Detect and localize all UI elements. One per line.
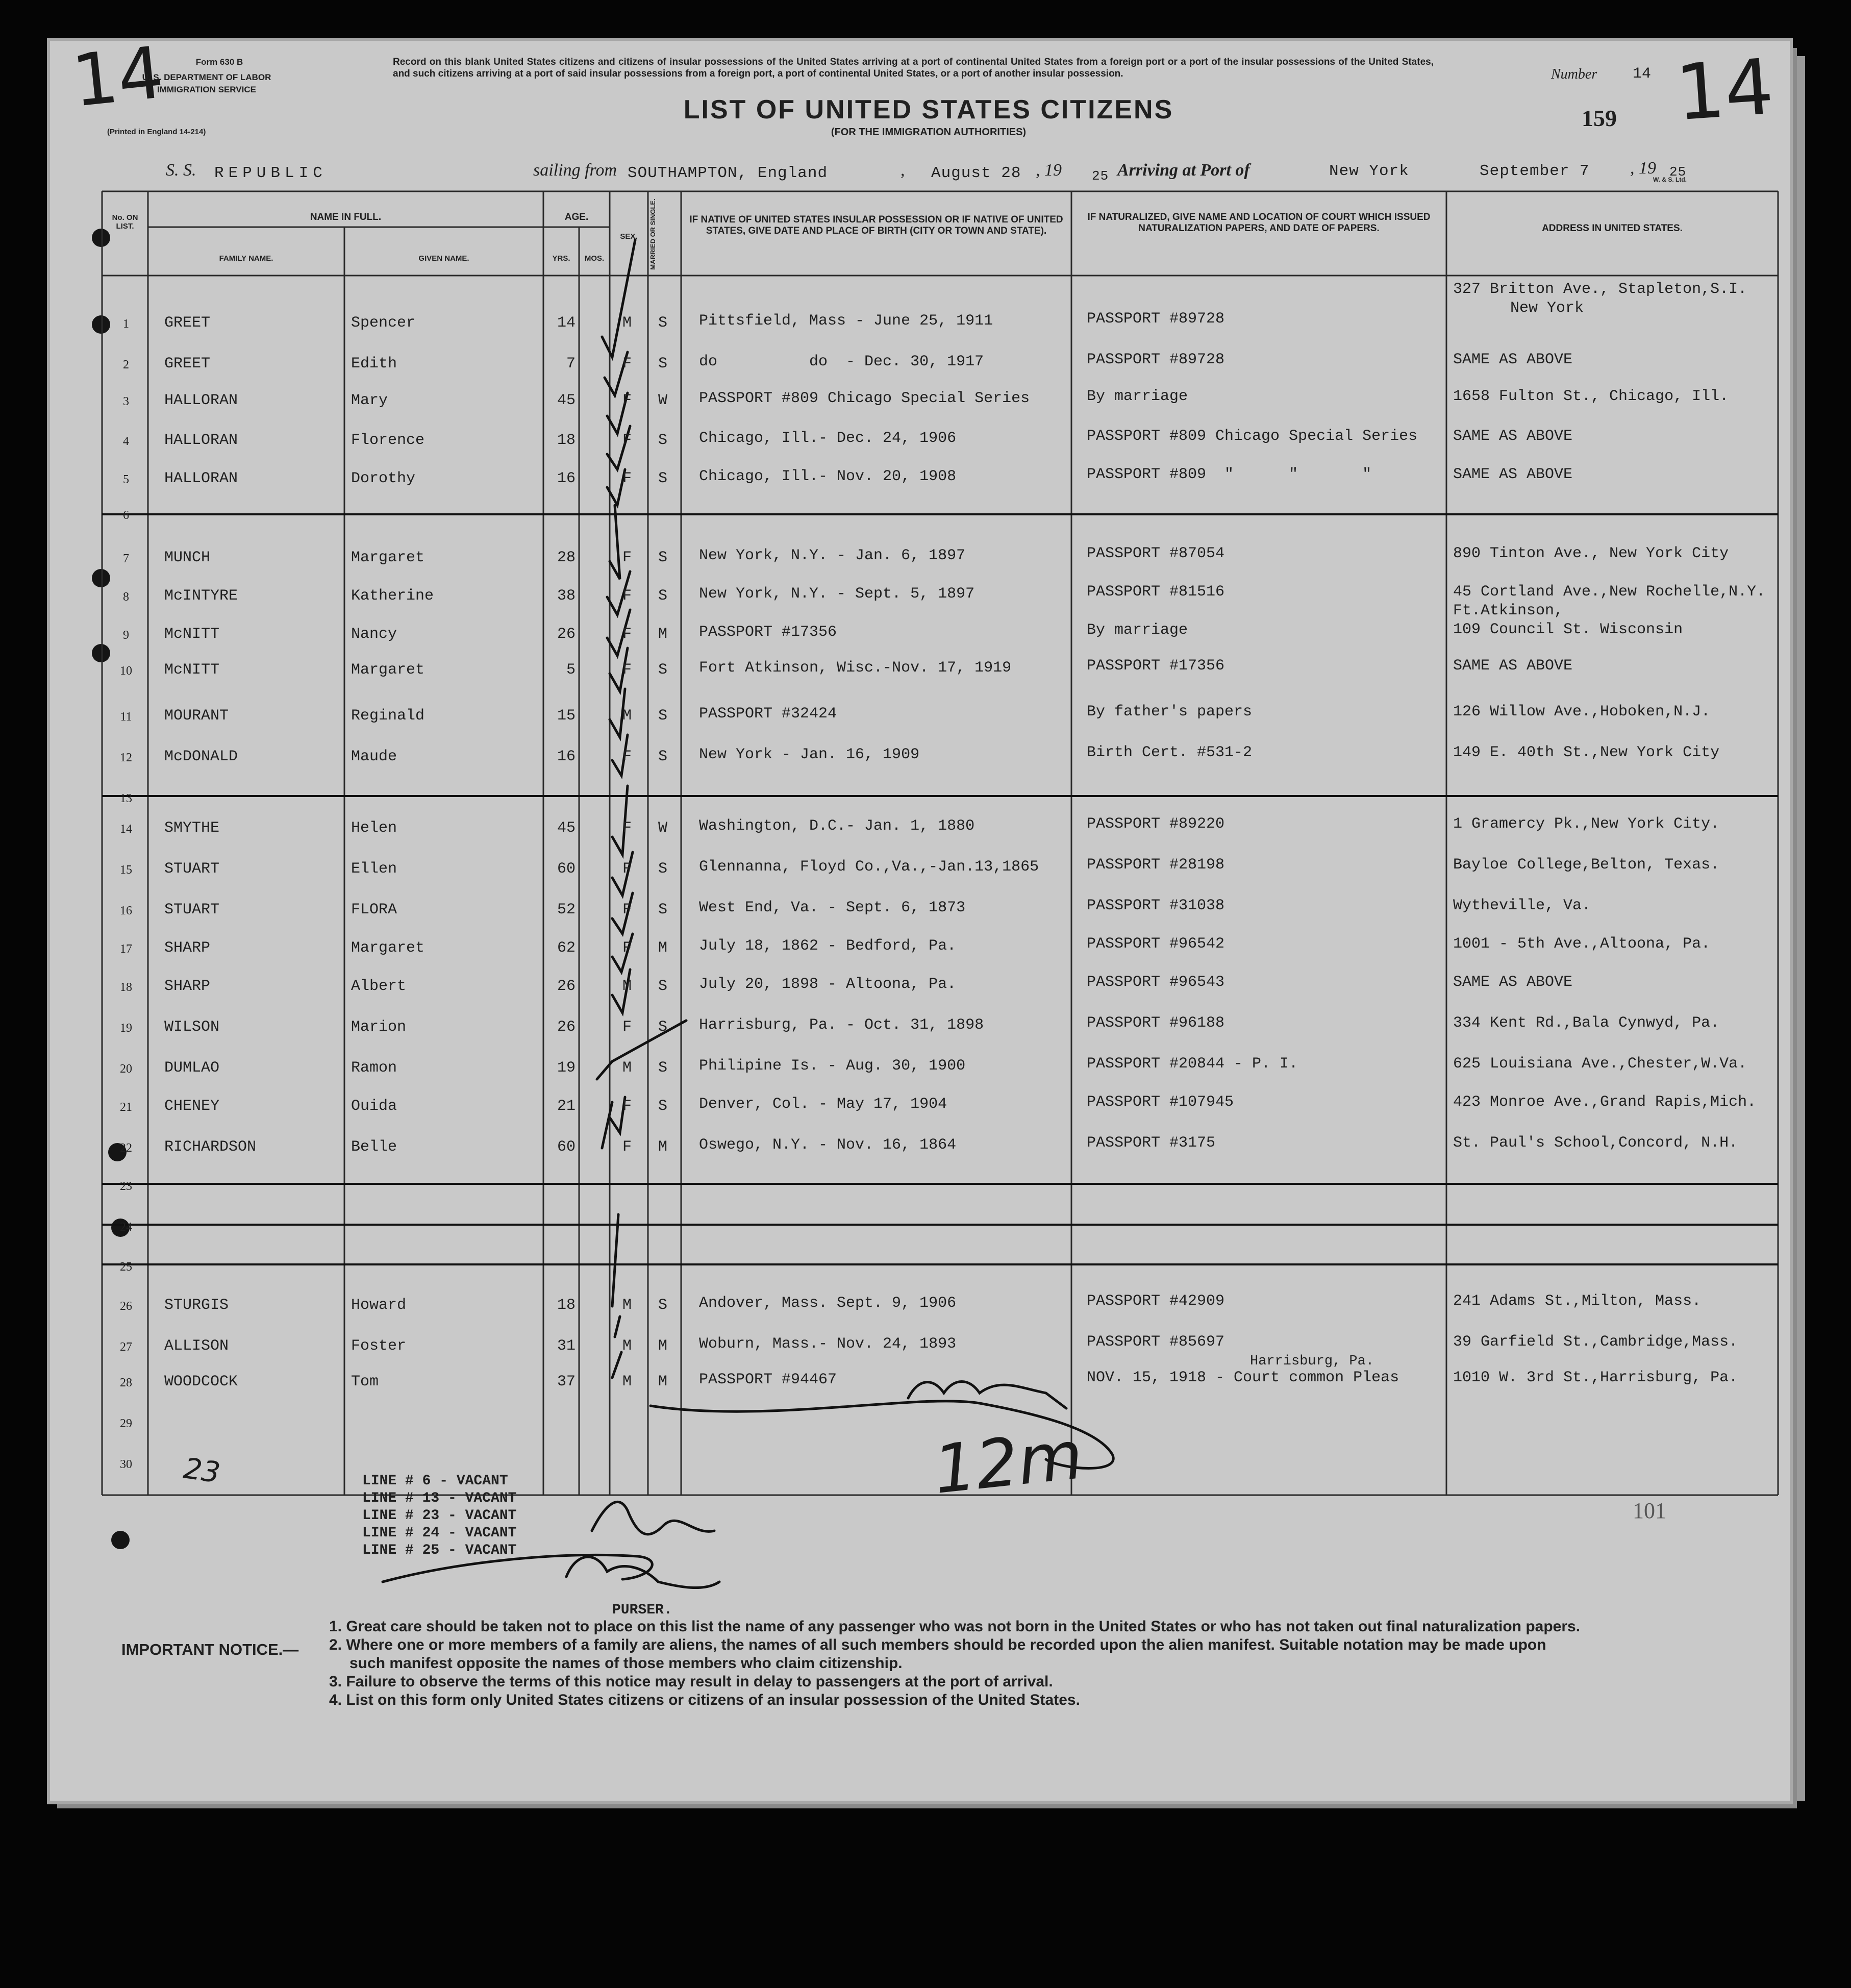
age-years: 45: [557, 392, 576, 409]
address-line: 1 Gramercy Pk.,New York City.: [1453, 815, 1720, 833]
naturalization-info: PASSPORT #42909: [1087, 1293, 1225, 1310]
address-line: 423 Monroe Ave.,Grand Rapis,Mich.: [1453, 1094, 1757, 1111]
age-years: 62: [557, 939, 576, 957]
col-head-name: NAME IN FULL.: [310, 212, 382, 222]
age-years: 18: [557, 432, 576, 449]
printer-mark: W. & S. Ltd.: [1653, 176, 1687, 183]
address-line: SAME AS ABOVE: [1453, 657, 1573, 675]
address-line: 241 Adams St.,Milton, Mass.: [1453, 1293, 1702, 1310]
family-name: MOURANT: [164, 707, 229, 725]
vacant-lines: [362, 1473, 516, 1559]
family-name: SHARP: [164, 939, 211, 957]
family-name: STURGIS: [164, 1297, 229, 1314]
marital-status: M: [658, 939, 668, 957]
sex: M: [622, 1373, 632, 1390]
purser-label: PURSER.: [612, 1602, 672, 1618]
address-line: SAME AS ABOVE: [1453, 466, 1573, 483]
given-name: Florence: [351, 432, 425, 449]
family-name: DUMLAO: [164, 1059, 220, 1077]
form-title: LIST OF UNITED STATES CITIZENS: [683, 95, 1174, 125]
row-number: 1: [123, 317, 129, 331]
row-number: 3: [123, 395, 129, 408]
family-name: SMYTHE: [164, 819, 220, 837]
age-years: 5: [566, 661, 576, 679]
address-line: Bayloe College,Belton, Texas.: [1453, 856, 1720, 874]
sex: F: [622, 1138, 632, 1156]
address-line: SAME AS ABOVE: [1453, 428, 1573, 445]
number-label: Number: [1551, 66, 1597, 82]
row-number: 22: [120, 1141, 132, 1155]
age-years: 14: [557, 314, 576, 332]
family-name: SHARP: [164, 978, 211, 995]
naturalization-info: PASSPORT #96542: [1087, 935, 1225, 953]
address-line: 39 Garfield St.,Cambridge,Mass.: [1453, 1333, 1738, 1351]
birth-info: July 18, 1862 - Bedford, Pa.: [699, 937, 957, 955]
sex: M: [622, 1337, 632, 1355]
sail-date: August 28: [931, 164, 1021, 182]
given-name: Katherine: [351, 587, 434, 605]
address-line: 45 Cortland Ave.,New Rochelle,N.Y.: [1453, 583, 1766, 601]
marital-status: S: [658, 470, 668, 487]
sex: F: [622, 939, 632, 957]
printed-note: (Printed in England 14-214): [107, 128, 206, 136]
row-number: 18: [120, 981, 132, 994]
birth-info: New York, N.Y. - Sept. 5, 1897: [699, 585, 975, 603]
sex: F: [622, 819, 632, 837]
birth-info: July 20, 1898 - Altoona, Pa.: [699, 976, 957, 993]
birth-info: Glennanna, Floyd Co.,Va.,-Jan.13,1865: [699, 858, 1039, 876]
naturalization-info: By marriage: [1087, 388, 1188, 405]
arrive-year: 25: [1669, 164, 1687, 180]
sex: M: [622, 1297, 632, 1314]
marital-status: S: [658, 661, 668, 679]
given-name: Tom: [351, 1373, 379, 1390]
row-number: 29: [120, 1417, 132, 1430]
row-number: 2: [123, 358, 129, 371]
family-name: MUNCH: [164, 549, 211, 566]
birth-info: do do - Dec. 30, 1917: [699, 353, 984, 370]
given-name: Ramon: [351, 1059, 397, 1077]
family-name: STUART: [164, 901, 220, 918]
given-name: Edith: [351, 355, 397, 372]
given-name: Nancy: [351, 626, 397, 643]
sex: F: [622, 860, 632, 878]
given-name: Belle: [351, 1138, 397, 1156]
family-name: ALLISON: [164, 1337, 229, 1355]
marital-status: M: [658, 1337, 668, 1355]
age-years: 16: [557, 748, 576, 765]
naturalization-info: PASSPORT #31038: [1087, 897, 1225, 914]
notice-item: 3. Failure to observe the terms of this notice may result in delay to passengers at the port of arrival.: [329, 1673, 1053, 1690]
given-name: Mary: [351, 392, 388, 409]
age-years: 26: [557, 626, 576, 643]
given-name: Margaret: [351, 549, 425, 566]
sex: F: [622, 470, 632, 487]
given-name: Margaret: [351, 939, 425, 957]
sail-year: 25: [1092, 168, 1109, 184]
marital-status: S: [658, 1059, 668, 1077]
sex: F: [622, 549, 632, 566]
row-number: 9: [123, 629, 129, 642]
age-years: 21: [557, 1098, 576, 1115]
sex: M: [622, 978, 632, 995]
naturalization-info: PASSPORT #20844 - P. I.: [1087, 1055, 1298, 1073]
family-name: HALLORAN: [164, 432, 238, 449]
birth-info: PASSPORT #17356: [699, 624, 837, 641]
col-head-birth: IF NATIVE OF UNITED STATES INSULAR POSSESSION OR IF NATIVE OF UNITED STATES, GIVE DATE AND PLACE OF BIRTH (CITY OR TOWN AND STATE).: [689, 214, 1063, 236]
age-years: 28: [557, 549, 576, 566]
sex: F: [622, 748, 632, 765]
notice-item: such manifest opposite the names of those members who claim citizenship.: [349, 1655, 903, 1672]
arrive-year-prefix: , 19: [1630, 159, 1656, 178]
birth-info: Woburn, Mass.- Nov. 24, 1893: [699, 1335, 957, 1353]
vacant-line: LINE # 6 - VACANT: [362, 1473, 508, 1489]
address-line: 126 Willow Ave.,Hoboken,N.J.: [1453, 703, 1711, 720]
family-name: GREET: [164, 355, 211, 372]
family-name: HALLORAN: [164, 470, 238, 487]
row-number: 5: [123, 473, 129, 486]
sailing-from-label: sailing from: [533, 161, 617, 180]
marital-status: W: [658, 819, 668, 837]
address-line: 625 Louisiana Ave.,Chester,W.Va.: [1453, 1055, 1747, 1073]
row-number: 4: [123, 435, 129, 448]
address-line: 1001 - 5th Ave.,Altoona, Pa.: [1453, 935, 1711, 953]
naturalization-info: NOV. 15, 1918 - Court common Pleas: [1087, 1369, 1399, 1386]
given-name: Ellen: [351, 860, 397, 878]
marital-status: S: [658, 549, 668, 566]
row-number: 20: [120, 1062, 132, 1076]
family-name: STUART: [164, 860, 220, 878]
row-number: 19: [120, 1022, 132, 1035]
row-number: 28: [120, 1376, 132, 1389]
row-number: 14: [120, 823, 132, 836]
sex: F: [622, 432, 632, 449]
marital-status: W: [658, 392, 668, 409]
naturalization-info: PASSPORT #3175: [1087, 1134, 1216, 1152]
sex: F: [622, 661, 632, 679]
handwritten-12m: 12m: [930, 1416, 1087, 1509]
given-name: FLORA: [351, 901, 397, 918]
notice-item: 1. Great care should be taken not to place on this list the name of any passenger who was not born in the United States or who has not taken out final naturalization papers.: [329, 1618, 1581, 1635]
page-number: 159: [1582, 105, 1617, 131]
birth-info: Andover, Mass. Sept. 9, 1906: [699, 1295, 957, 1312]
row-number: 26: [120, 1300, 132, 1313]
service: IMMIGRATION SERVICE: [157, 85, 256, 94]
naturalization-info: PASSPORT #85697: [1087, 1333, 1225, 1351]
birth-info: Denver, Col. - May 17, 1904: [699, 1096, 947, 1113]
address-line: 1010 W. 3rd St.,Harrisburg, Pa.: [1453, 1369, 1738, 1386]
birth-info: Fort Atkinson, Wisc.-Nov. 17, 1919: [699, 659, 1012, 677]
naturalization-info: By marriage: [1087, 622, 1188, 639]
notice-item: 2. Where one or more members of a family are aliens, the names of all such members should be recorded upon the alien manifest. Suitable notation may be made upon: [329, 1636, 1546, 1653]
col-head-family: FAMILY NAME.: [219, 254, 273, 263]
arriving-label: Arriving at Port of: [1117, 161, 1250, 180]
naturalization-info: PASSPORT #89728: [1087, 310, 1225, 328]
stamp-101: 101: [1633, 1498, 1666, 1523]
sex: F: [622, 1098, 632, 1115]
sex: F: [622, 1018, 632, 1036]
row-number: 6: [123, 509, 129, 522]
row-number: 21: [120, 1101, 132, 1114]
marital-status: S: [658, 901, 668, 918]
marital-status: S: [658, 432, 668, 449]
col-head-no: No. ON LIST.: [112, 213, 138, 231]
sex: F: [622, 626, 632, 643]
family-name: CHENEY: [164, 1098, 220, 1115]
arrival-port: New York: [1329, 162, 1409, 180]
department: U. S. DEPARTMENT OF LABOR: [142, 72, 271, 82]
naturalization-info: PASSPORT #28198: [1087, 856, 1225, 874]
birth-info: Chicago, Ill.- Dec. 24, 1906: [699, 430, 957, 447]
row-number: 12: [120, 751, 132, 764]
row-number: 13: [120, 792, 132, 805]
col-head-mos: MOS.: [584, 254, 605, 263]
row-number: 25: [120, 1260, 132, 1274]
vacant-line: LINE # 13 - VACANT: [362, 1490, 517, 1506]
naturalization-info: PASSPORT #89728: [1087, 351, 1225, 368]
address-line: 327 Britton Ave., Stapleton,S.I.: [1453, 281, 1747, 298]
given-name: Foster: [351, 1337, 407, 1355]
ship-prefix: S. S.: [166, 161, 196, 180]
marital-status: M: [658, 1138, 668, 1156]
birth-info: PASSPORT #32424: [699, 705, 837, 723]
sex: F: [622, 587, 632, 605]
comma: ,: [901, 161, 905, 180]
number-value: 14: [1633, 65, 1652, 83]
age-years: 19: [557, 1059, 576, 1077]
sex: M: [622, 1059, 632, 1077]
arrive-date: September 7: [1480, 162, 1590, 180]
family-name: McDONALD: [164, 748, 238, 765]
vacant-line: LINE # 24 - VACANT: [362, 1525, 517, 1541]
family-name: WILSON: [164, 1018, 220, 1036]
given-name: Albert: [351, 978, 407, 995]
age-years: 7: [566, 355, 576, 372]
notice-item: 4. List on this form only United States citizens or citizens of an insular possession of the United States.: [329, 1692, 1080, 1708]
birth-info: Harrisburg, Pa. - Oct. 31, 1898: [699, 1016, 984, 1034]
naturalization-info: PASSPORT #17356: [1087, 657, 1225, 675]
naturalization-info: PASSPORT #81516: [1087, 583, 1225, 601]
naturalization-info: Birth Cert. #531-2: [1087, 744, 1253, 761]
col-head-address: ADDRESS IN UNITED STATES.: [1542, 223, 1683, 234]
row-number: 11: [120, 710, 132, 724]
given-name: Maude: [351, 748, 397, 765]
age-years: 52: [557, 901, 576, 918]
age-years: 37: [557, 1373, 576, 1390]
naturalization-info: PASSPORT #96543: [1087, 974, 1225, 991]
birth-info: Oswego, N.Y. - Nov. 16, 1864: [699, 1136, 957, 1154]
address-line-2: 109 Council St. Wisconsin: [1453, 621, 1683, 638]
row-number: 17: [120, 942, 132, 956]
age-years: 31: [557, 1337, 576, 1355]
col-head-married: MARRIED OR SINGLE.: [649, 198, 657, 270]
naturalization-info: PASSPORT #809 Chicago Special Series: [1087, 428, 1418, 445]
address-line: St. Paul's School,Concord, N.H.: [1453, 1134, 1738, 1152]
age-years: 16: [557, 470, 576, 487]
address-line: SAME AS ABOVE: [1453, 974, 1573, 991]
marital-status: S: [658, 860, 668, 878]
age-years: 38: [557, 587, 576, 605]
vacant-line: LINE # 25 - VACANT: [362, 1543, 517, 1558]
sex: F: [622, 901, 632, 918]
given-name: Reginald: [351, 707, 425, 725]
age-years: 26: [557, 978, 576, 995]
row-number: 30: [120, 1458, 132, 1471]
naturalization-info: By father's papers: [1087, 703, 1253, 720]
sex: F: [622, 355, 632, 372]
marital-status: S: [658, 355, 668, 372]
harrisburg-note: Harrisburg, Pa.: [1250, 1354, 1374, 1369]
family-name: McNITT: [164, 626, 220, 643]
vacant-line: LINE # 23 - VACANT: [362, 1508, 517, 1524]
age-years: 45: [557, 819, 576, 837]
row-number: 15: [120, 863, 132, 877]
col-head-sex: SEX.: [620, 232, 638, 241]
sex: F: [622, 392, 632, 409]
marital-status: M: [658, 626, 668, 643]
birth-info: Pittsfield, Mass - June 25, 1911: [699, 312, 993, 330]
sex: M: [622, 707, 632, 725]
row-number: 16: [120, 904, 132, 917]
birth-info: PASSPORT #809 Chicago Special Series: [699, 390, 1030, 407]
age-years: 26: [557, 1018, 576, 1036]
sex: M: [622, 314, 632, 332]
naturalization-info: PASSPORT #89220: [1087, 815, 1225, 833]
handwritten-23: 23: [181, 1452, 222, 1490]
naturalization-info: PASSPORT #96188: [1087, 1014, 1225, 1032]
marital-status: S: [658, 978, 668, 995]
marital-status: S: [658, 707, 668, 725]
family-name: McINTYRE: [164, 587, 238, 605]
address-line: 1658 Fulton St., Chicago, Ill.: [1453, 388, 1729, 405]
row-number: 8: [123, 590, 129, 604]
marital-status: M: [658, 1373, 668, 1390]
marital-status: S: [658, 1018, 668, 1036]
row-number: 23: [120, 1180, 132, 1193]
ship-name: REPUBLIC: [214, 164, 327, 182]
family-name: McNITT: [164, 661, 220, 679]
departure-port: SOUTHAMPTON, England: [628, 164, 828, 182]
row-number: 24: [120, 1221, 132, 1234]
handwritten-sheet-number-left: 14: [68, 31, 168, 123]
family-name: HALLORAN: [164, 392, 238, 409]
marital-status: S: [658, 1098, 668, 1115]
birth-info: Philipine Is. - Aug. 30, 1900: [699, 1057, 966, 1075]
address-line: 890 Tinton Ave., New York City: [1453, 545, 1729, 562]
row-number: 7: [123, 552, 129, 565]
given-name: Margaret: [351, 661, 425, 679]
age-years: 18: [557, 1297, 576, 1314]
given-name: Marion: [351, 1018, 407, 1036]
marital-status: S: [658, 314, 668, 332]
address-line: 334 Kent Rd.,Bala Cynwyd, Pa.: [1453, 1014, 1720, 1032]
handwritten-sheet-number-right: 14: [1673, 42, 1777, 138]
col-head-given: GIVEN NAME.: [418, 254, 469, 263]
col-head-yrs: YRS.: [552, 254, 570, 263]
naturalization-info: PASSPORT #809 " " ": [1087, 466, 1372, 483]
given-name: Ouida: [351, 1098, 397, 1115]
given-name: Dorothy: [351, 470, 416, 487]
naturalization-info: PASSPORT #87054: [1087, 545, 1225, 562]
birth-info: West End, Va. - Sept. 6, 1873: [699, 899, 966, 916]
marital-status: S: [658, 1297, 668, 1314]
age-years: 60: [557, 860, 576, 878]
address-line: 149 E. 40th St.,New York City: [1453, 744, 1720, 761]
naturalization-info: PASSPORT #107945: [1087, 1094, 1234, 1111]
form-number: Form 630 B: [195, 57, 243, 67]
marital-status: S: [658, 587, 668, 605]
form-subtitle: (FOR THE IMMIGRATION AUTHORITIES): [831, 127, 1027, 138]
birth-info: New York - Jan. 16, 1909: [699, 746, 920, 763]
given-name: Howard: [351, 1297, 407, 1314]
birth-info: Chicago, Ill.- Nov. 20, 1908: [699, 468, 957, 485]
address-line: SAME AS ABOVE: [1453, 351, 1573, 368]
notice-body: [329, 1618, 1783, 1709]
family-name: GREET: [164, 314, 211, 332]
row-number: 27: [120, 1340, 132, 1354]
address-line: Wytheville, Va.: [1453, 897, 1591, 914]
given-name: Spencer: [351, 314, 416, 332]
family-name: WOODCOCK: [164, 1373, 238, 1390]
row-number: 10: [120, 664, 132, 678]
family-name: RICHARDSON: [164, 1138, 257, 1156]
form-instructions: Record on this blank United States citizens and citizens of insular possessions of the United States arriving at a port of continental United States from a foreign port or a port of the insular possessions of the United States, and such citizens arriving at a port of said insular possessions from a foreign port, a port of continental United States, or a port of another insular possession.: [393, 57, 1434, 79]
col-head-age: AGE.: [564, 212, 589, 222]
age-years: 15: [557, 707, 576, 725]
birth-info: Washington, D.C.- Jan. 1, 1880: [699, 817, 975, 835]
marital-status: S: [658, 748, 668, 765]
address-line-2: New York: [1510, 300, 1584, 317]
col-head-naturalized: IF NATURALIZED, GIVE NAME AND LOCATION OF COURT WHICH ISSUED NATURALIZATION PAPERS, AND DATE OF PAPERS.: [1087, 212, 1431, 234]
address-line: Ft.Atkinson,: [1453, 602, 1564, 619]
birth-info: PASSPORT #94467: [699, 1371, 837, 1388]
birth-info: New York, N.Y. - Jan. 6, 1897: [699, 547, 966, 564]
sail-year-prefix: , 19: [1036, 161, 1062, 180]
notice-label: IMPORTANT NOTICE.—: [121, 1641, 299, 1658]
age-years: 60: [557, 1138, 576, 1156]
given-name: Helen: [351, 819, 397, 837]
